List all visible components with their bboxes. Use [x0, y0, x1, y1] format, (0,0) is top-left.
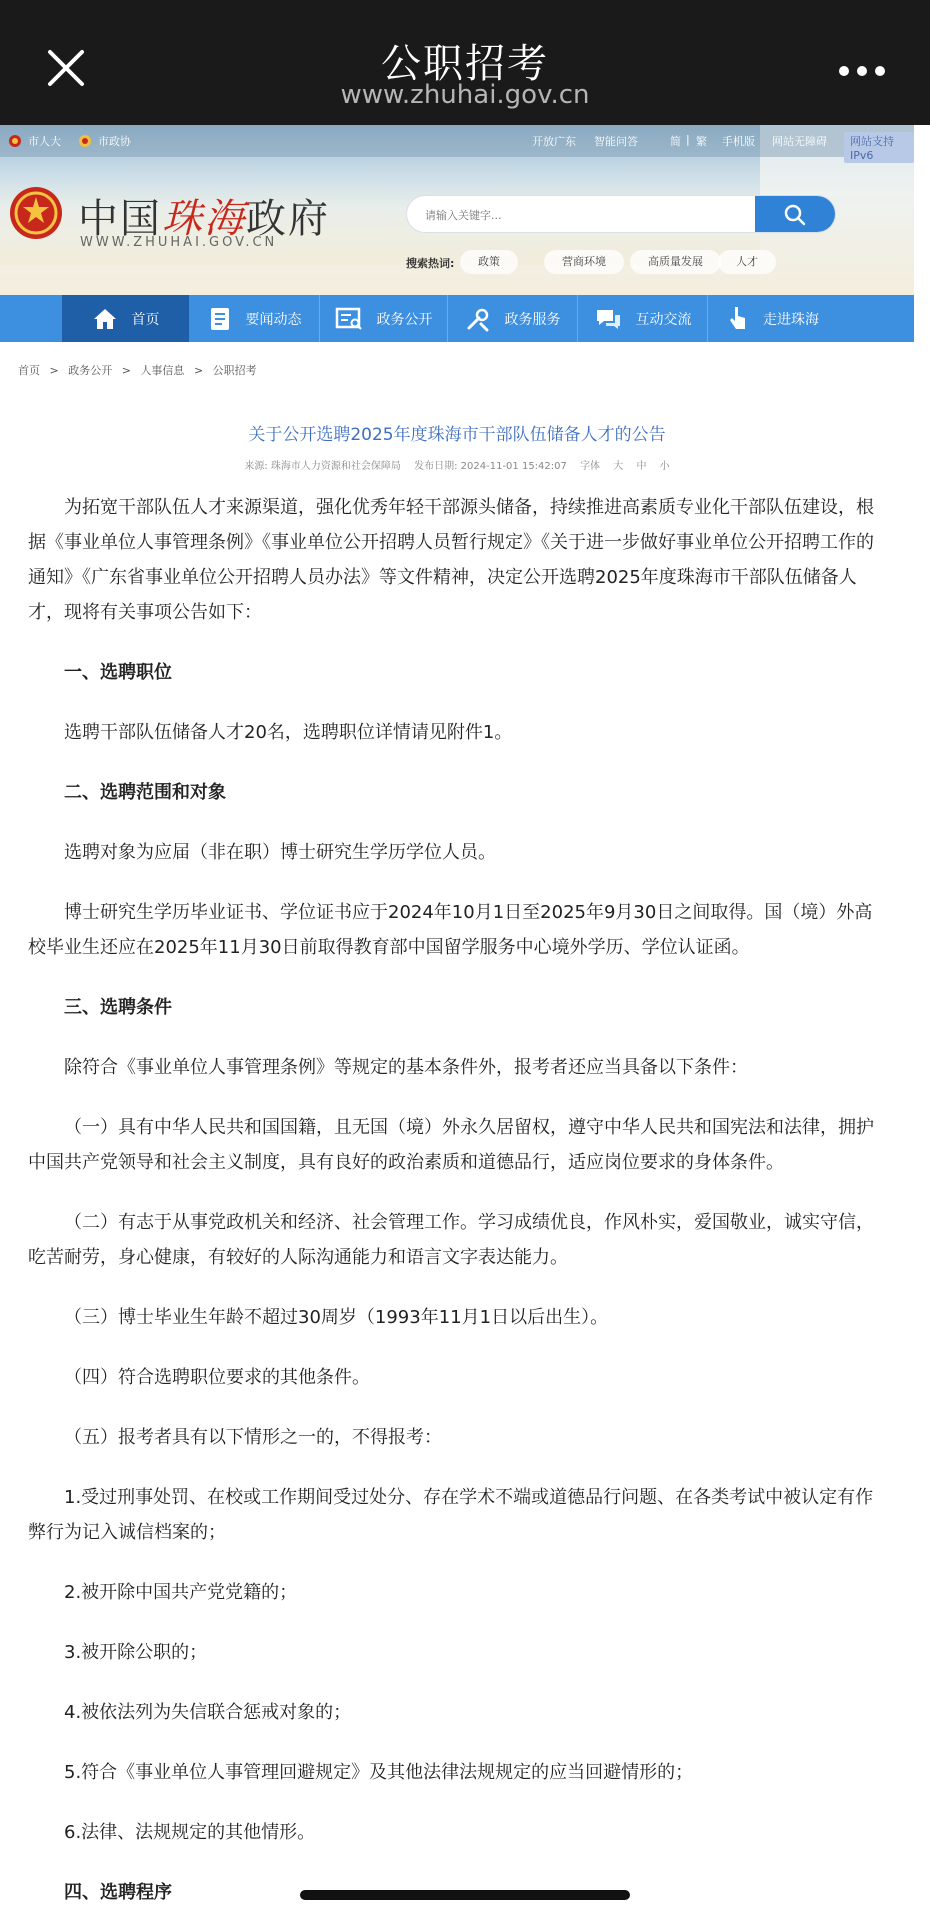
paragraph: 除符合《事业单位人事管理条例》等规定的基本条件外，报考者还应当具备以下条件：: [64, 1057, 748, 1078]
more-icon[interactable]: [838, 64, 886, 78]
document-search-icon: [335, 307, 363, 331]
breadcrumb: [18, 362, 263, 378]
hot-word[interactable]: 营商环境: [544, 250, 624, 274]
section-heading: 一、选聘职位: [64, 662, 172, 683]
article-body: [28, 490, 890, 1910]
section-heading: 四、选聘程序: [64, 1882, 172, 1903]
section-heading: 三、选聘条件: [64, 997, 172, 1018]
national-emblem-icon: [8, 185, 64, 241]
nav-interaction[interactable]: 互动交流: [578, 295, 708, 342]
page-url: www.zhuhai.gov.cn: [340, 80, 590, 110]
link-mobile[interactable]: 手机版: [722, 135, 755, 148]
list-item: 1.受过刑事处罚、在校或工作期间受过处分、存在学术不端或道德品行问题、在各类考试中被认定有作弊行为记入诚信档案的；: [28, 1487, 874, 1543]
hot-word[interactable]: 政策: [460, 250, 518, 274]
page-title: 公职招考: [381, 41, 549, 87]
list-item: 4.被依法列为失信联合惩戒对象的；: [64, 1702, 352, 1723]
site-header: [0, 125, 914, 295]
font-size-large[interactable]: 大: [613, 461, 624, 472]
breadcrumb-home[interactable]: 首页: [18, 364, 40, 377]
list-item: 2.被开除中国共产党党籍的；: [64, 1582, 298, 1603]
link-smart-qa[interactable]: 智能问答: [594, 135, 638, 148]
hand-pointer-icon: [727, 305, 749, 333]
nav-about-zhuhai[interactable]: 走进珠海: [708, 295, 838, 342]
link-traditional[interactable]: 繁: [696, 135, 707, 148]
list-item: 3.被开除公职的；: [64, 1642, 208, 1663]
search-input[interactable]: [425, 205, 725, 225]
breadcrumb-gov-affairs[interactable]: 政务公开: [68, 364, 113, 377]
search-icon: [783, 203, 807, 227]
search-button[interactable]: [755, 196, 835, 232]
news-icon: [208, 306, 232, 332]
article-date: 发布日期: 2024-11-01 15:42:07: [414, 461, 567, 472]
hot-word[interactable]: 人才: [718, 250, 776, 274]
paragraph: （四）符合选聘职位要求的其他条件。: [64, 1367, 370, 1388]
app-bar: [0, 0, 930, 125]
nav-gov-services[interactable]: 政务服务: [448, 295, 578, 342]
home-icon: [92, 307, 118, 331]
divider: |: [686, 133, 690, 146]
list-item: 6.法律、法规规定的其他情形。: [64, 1822, 316, 1843]
emblem-small-icon: [78, 134, 92, 148]
font-size-small[interactable]: 小: [659, 461, 670, 472]
paragraph: （一）具有中华人民共和国国籍，且无国（境）外永久居留权，遵守中华人民共和国宪法和法律，拥护中国共产党领导和社会主义制度，具有良好的政治素质和道德品行，适应岗位要求的身体条件。: [28, 1117, 874, 1173]
paragraph: （二）有志于从事党政机关和经济、社会管理工作。学习成绩优良，作风朴实，爱国敬业，诚实守信，吃苦耐劳，身心健康，有较好的人际沟通能力和语言文字表达能力。: [28, 1212, 874, 1268]
breadcrumb-personnel[interactable]: 人事信息: [140, 364, 185, 377]
site-logo-url: WWW.ZHUHAI.GOV.CN: [80, 235, 278, 250]
tools-icon: [465, 306, 491, 332]
breadcrumb-separator: >: [193, 364, 204, 377]
paragraph: 选聘干部队伍储备人才20名，选聘职位详情请见附件1。: [64, 722, 513, 743]
link-npc[interactable]: 市人大: [28, 135, 61, 148]
paragraph: （三）博士毕业生年龄不超过30周岁（1993年11月1日以后出生）。: [64, 1307, 609, 1328]
home-indicator[interactable]: [300, 1890, 630, 1900]
link-simplified[interactable]: 简: [670, 135, 681, 148]
link-open-guangdong[interactable]: 开放广东: [532, 135, 576, 148]
article-meta: [0, 457, 914, 472]
nav-home[interactable]: 首页: [62, 295, 190, 342]
paragraph: （五）报考者具有以下情形之一的，不得报考：: [64, 1427, 442, 1448]
breadcrumb-current[interactable]: 公职招考: [212, 364, 257, 377]
search-box: [406, 195, 836, 233]
nav-news[interactable]: 要闻动态: [190, 295, 320, 342]
ipv6-badge: 网站支持IPv6: [844, 132, 914, 163]
font-size-medium[interactable]: 中: [636, 461, 647, 472]
breadcrumb-separator: >: [49, 364, 59, 377]
paragraph: 为拓宽干部队伍人才来源渠道，强化优秀年轻干部源头储备，持续推进高素质专业化干部队伍建设，根据《事业单位人事管理条例》《事业单位公开招聘人员暂行规定》《关于进一步做好事业单位公开招聘工作的通知》《广东省事业单位公开招聘人员办法》等文件精神，决定公开选聘2025年度珠海市干部队伍储备人才，现将有关事项公告如下：: [28, 497, 874, 623]
article-title: 关于公开选聘2025年度珠海市干部队伍储备人才的公告: [248, 425, 666, 445]
paragraph: 选聘对象为应届（非在职）博士研究生学历学位人员。: [64, 842, 496, 863]
section-heading: 二、选聘范围和对象: [64, 782, 226, 803]
emblem-small-icon: [8, 134, 22, 148]
hot-word[interactable]: 高质量发展: [630, 250, 721, 274]
hot-words-label: 搜索热词:: [406, 257, 455, 270]
link-cppcc[interactable]: 市政协: [98, 135, 131, 148]
site-logo[interactable]: 中国珠海政府: [78, 196, 330, 242]
nav-gov-affairs[interactable]: 政务公开: [320, 295, 448, 342]
breadcrumb-separator: >: [121, 364, 131, 377]
main-nav: [0, 295, 914, 342]
top-link-strip: [0, 125, 914, 162]
chat-icon: [594, 307, 622, 331]
paragraph: 博士研究生学历毕业证书、学位证书应于2024年10月1日至2025年9月30日之间取得。国（境）外高校毕业生还应在2025年11月30日前取得教育部中国留学服务中心境外学历、学位认证函。: [28, 902, 873, 958]
link-accessibility[interactable]: 网站无障碍: [772, 135, 827, 148]
list-item: 5.符合《事业单位人事管理回避规定》及其他法律法规规定的应当回避情形的；: [64, 1762, 694, 1783]
font-size-label: 字体: [580, 461, 601, 472]
article-source: 来源: 珠海市人力资源和社会保障局: [244, 461, 401, 472]
